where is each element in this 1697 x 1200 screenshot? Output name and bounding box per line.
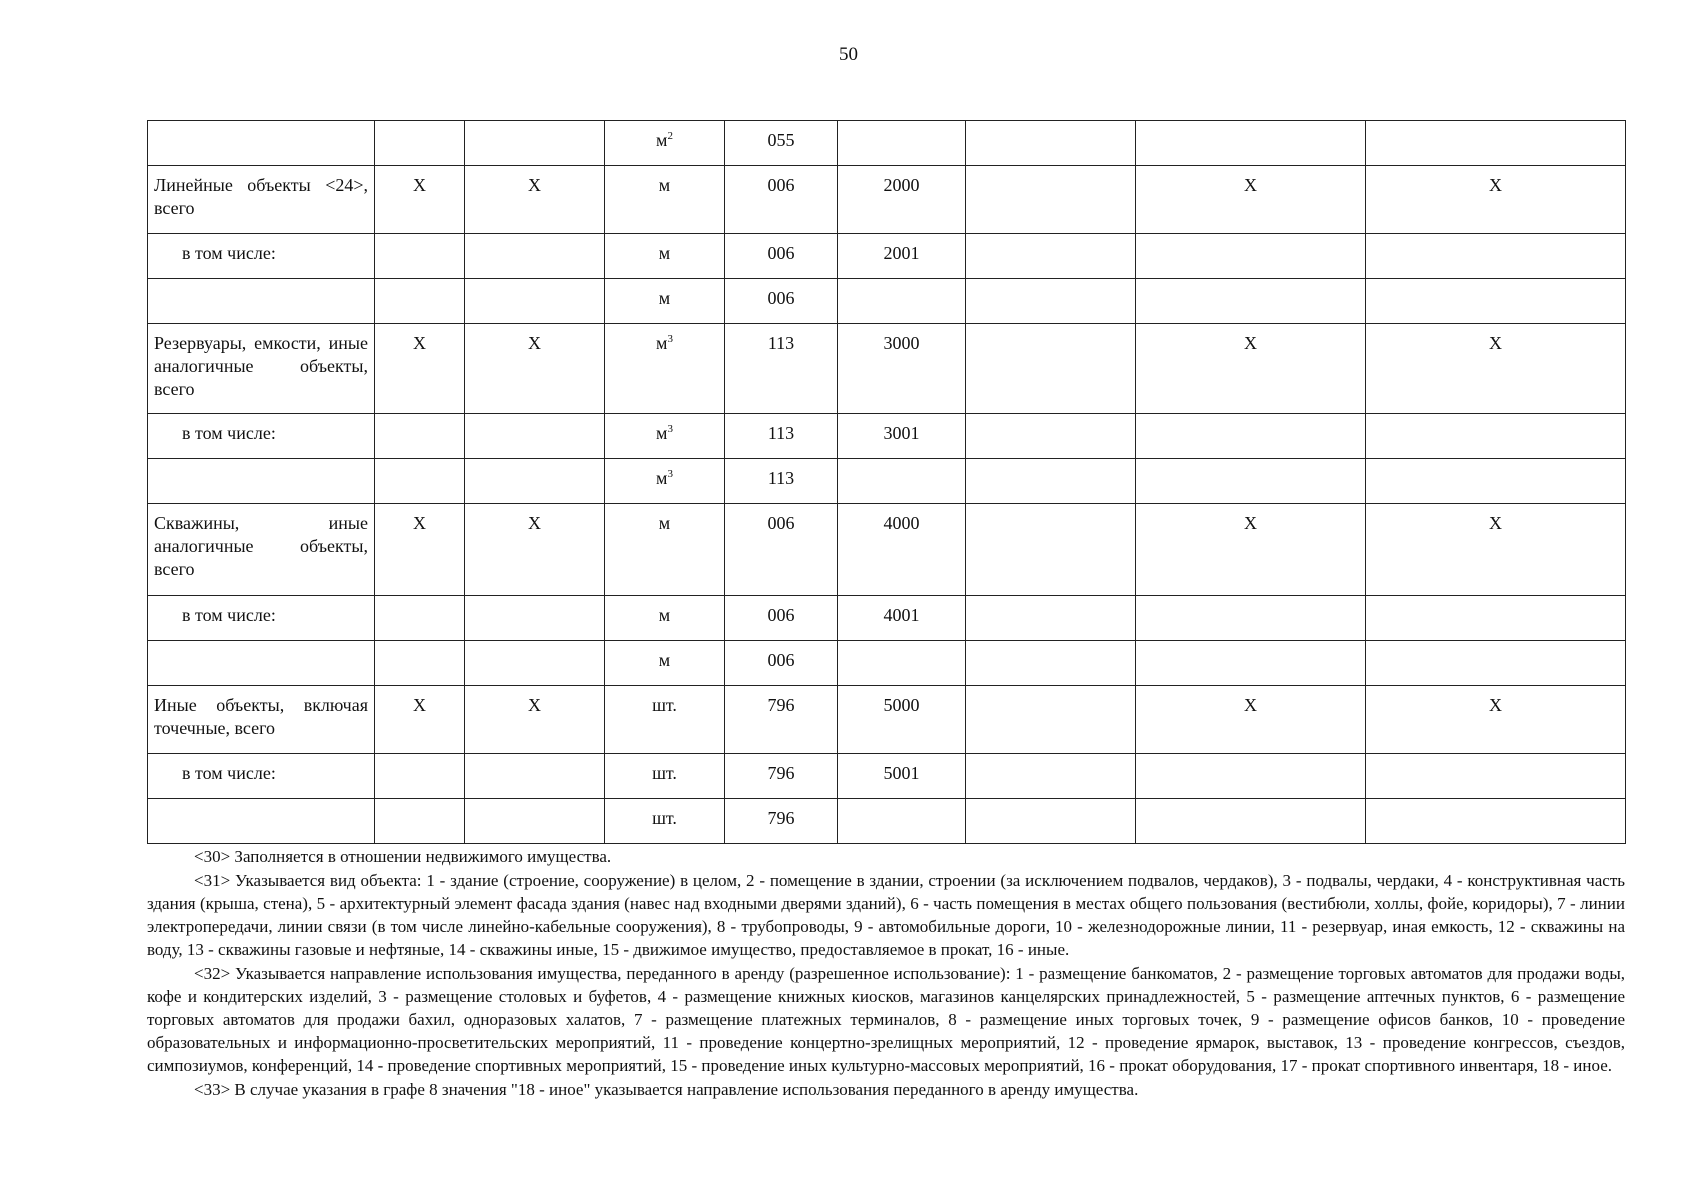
page-number: 50 [839,44,858,65]
area-cell [966,166,1136,234]
address-cell [465,596,605,641]
okei-code-cell [725,799,838,844]
object-name-cell [148,279,375,324]
usage-direction-cell [1366,414,1626,459]
okei-code-cell [725,686,838,754]
usage-direction-cell [1366,686,1626,754]
address-cell [465,459,605,504]
object-name-cell [148,414,375,459]
address-cell [465,324,605,414]
table-row [148,234,1626,279]
property-table [147,120,1626,844]
address-cell [465,166,605,234]
object-name-cell [148,459,375,504]
okei-code-cell-text: 113 [767,333,795,353]
unit-exponent: 3 [667,423,673,435]
unit-cell-text: м [658,513,671,533]
line-code-cell-text: 4001 [883,605,920,625]
usage-direction-cell-text: X [1489,513,1502,533]
object-name-cell [148,234,375,279]
object-name-cell [148,121,375,166]
usage-cell [1136,459,1366,504]
okei-code-cell [725,596,838,641]
object-name-cell [148,504,375,596]
usage-direction-cell [1366,121,1626,166]
line-code-cell [838,596,966,641]
unit-cell [605,596,725,641]
unit-cell-text: шт. [652,763,677,783]
table-row [148,754,1626,799]
usage-direction-cell [1366,324,1626,414]
usage-direction-cell [1366,596,1626,641]
unit-cell [605,686,725,754]
usage-cell [1136,504,1366,596]
object-name-cell [148,166,375,234]
usage-cell [1136,166,1366,234]
okei-code-cell [725,459,838,504]
area-cell [966,686,1136,754]
address-cell [465,754,605,799]
address-cell [465,414,605,459]
footnotes [147,845,1625,1102]
line-code-cell [838,279,966,324]
line-code-cell [838,324,966,414]
object-name-cell [148,596,375,641]
unit-cell [605,234,725,279]
object-type-cell [375,279,465,324]
line-code-cell [838,121,966,166]
line-code-cell [838,166,966,234]
usage-cell-text: X [1244,695,1257,715]
unit-cell-text: м [656,423,668,443]
usage-cell [1136,596,1366,641]
usage-cell [1136,414,1366,459]
okei-code-cell-text: 055 [767,130,795,150]
address-cell [465,279,605,324]
line-code-cell [838,686,966,754]
object-name-cell-text: Линейные объекты <24>, всего [154,175,368,218]
object-name-cell [148,754,375,799]
object-name-cell [148,324,375,414]
object-type-cell [375,799,465,844]
line-code-cell-text: 5000 [883,695,920,715]
area-cell [966,234,1136,279]
object-type-cell [375,121,465,166]
table-row [148,324,1626,414]
unit-cell [605,324,725,414]
line-code-cell-text: 2001 [883,243,920,263]
table-row [148,279,1626,324]
unit-cell-text: м [658,175,671,195]
okei-code-cell-text: 006 [767,288,795,308]
okei-code-cell-text: 796 [767,808,795,828]
line-code-cell-text: 3000 [883,333,920,353]
address-cell-text: X [528,695,541,715]
area-cell [966,799,1136,844]
line-code-cell [838,641,966,686]
object-type-cell [375,459,465,504]
address-cell-text: X [528,513,541,533]
usage-direction-cell-text: X [1489,175,1502,195]
area-cell [966,596,1136,641]
object-type-cell [375,414,465,459]
usage-direction-cell [1366,799,1626,844]
object-name-cell-text: Скважины, иные аналогичные объекты, всего [154,513,368,579]
usage-cell-text: X [1244,175,1257,195]
object-name-cell-text: в том числе: [182,605,276,625]
area-cell [966,504,1136,596]
area-cell [966,121,1136,166]
unit-cell [605,279,725,324]
usage-direction-cell [1366,754,1626,799]
object-type-cell-text: X [413,513,426,533]
address-cell [465,234,605,279]
area-cell [966,641,1136,686]
unit-cell-text: м [658,605,671,625]
okei-code-cell [725,754,838,799]
unit-exponent: 3 [667,333,673,345]
footnote: <32> Указывается направление использования имущества, переданного в аренду (разрешенное использование): 1 - размещение банкоматов, 2 - размещение торговых автоматов для продажи воды, кофе и кондитерских изделий, 3 - размещение столовых и буфетов, 4 - размещение книжных киосков, магазинов канцелярских принадлежностей, 5 - размещение аптечных пунктов, 6 - размещение торговых автоматов для продажи бахил, одноразовых халатов, 7 - размещение платежных терминалов, 8 - размещение иных торговых точек, 9 - размещение офисов банков, 10 - проведение образовательных и информационно-просветительских мероприятий, 11 - проведение концертно-зрелищных мероприятий, 12 - проведение ярмарок, выставок, 13 - проведение конгрессов, съездов, симпозиумов, конференций, 14 - проведение спортивных мероприятий, 15 - проведение иных культурно-массовых мероприятий, 16 - прокат оборудования, 17 - прокат спортивного инвентаря, 18 - иное. [147,964,1625,1075]
area-cell [966,279,1136,324]
unit-cell [605,459,725,504]
object-type-cell [375,324,465,414]
area-cell [966,754,1136,799]
object-name-cell-text: в том числе: [182,243,276,263]
usage-direction-cell-text: X [1489,333,1502,353]
address-cell [465,686,605,754]
unit-cell-text: м [658,650,671,670]
usage-cell [1136,686,1366,754]
okei-code-cell-text: 006 [767,605,795,625]
unit-exponent: 3 [667,468,673,480]
okei-code-cell [725,279,838,324]
unit-cell-text: шт. [652,808,677,828]
usage-direction-cell-text: X [1489,695,1502,715]
usage-cell [1136,324,1366,414]
okei-code-cell-text: 006 [767,513,795,533]
footnote: <31> Указывается вид объекта: 1 - здание (строение, сооружение) в целом, 2 - помещение в здании, строении (за исключением подвалов, чердаков), 3 - подвалы, чердаки, 4 - конструктивная часть здания (крыша, стена), 5 - архитектурный элемент фасада здания (навес над входными дверями зданий), 6 - часть помещения в местах общего пользования (вестибюли, холлы, фойе, коридоры), 7 - линии электропередачи, линии связи (в том числе линейно-кабельные сооружения), 8 - трубопроводы, 9 - автомобильные дороги, 10 - железнодорожные линии, 11 - резервуар, иная емкость, 12 - скважины на воду, 13 - скважины газовые и нефтяные, 14 - скважины иные, 15 - движимое имущество, предоставляемое в прокат, 16 - иные. [147,871,1625,959]
table-row [148,641,1626,686]
line-code-cell [838,754,966,799]
object-type-cell-text: X [413,175,426,195]
unit-cell [605,754,725,799]
address-cell [465,504,605,596]
table-row [148,504,1626,596]
usage-direction-cell [1366,234,1626,279]
unit-cell-text: шт. [652,695,677,715]
object-name-cell [148,641,375,686]
unit-exponent: 2 [667,130,673,142]
address-cell-text: X [528,333,541,353]
table-row [148,799,1626,844]
object-type-cell [375,504,465,596]
okei-code-cell [725,166,838,234]
table-row [148,459,1626,504]
object-name-cell-text: Резервуары, емкости, иные аналогичные объекты, всего [154,333,368,399]
object-name-cell-text: в том числе: [182,423,276,443]
object-name-cell-text: в том числе: [182,763,276,783]
usage-cell [1136,799,1366,844]
unit-cell-text: м [656,130,668,150]
line-code-cell-text: 5001 [883,763,920,783]
object-type-cell [375,596,465,641]
unit-cell [605,121,725,166]
okei-code-cell [725,121,838,166]
unit-cell [605,799,725,844]
footnote: <30> Заполняется в отношении недвижимого имущества. [194,847,612,866]
unit-cell-text: м [656,333,668,353]
object-type-cell [375,641,465,686]
object-name-cell-text: Иные объекты, включая точечные, всего [154,695,368,738]
usage-cell [1136,641,1366,686]
object-type-cell [375,166,465,234]
object-name-cell [148,686,375,754]
line-code-cell [838,799,966,844]
object-type-cell-text: X [413,695,426,715]
okei-code-cell-text: 006 [767,650,795,670]
address-cell [465,121,605,166]
okei-code-cell [725,414,838,459]
area-cell [966,324,1136,414]
line-code-cell [838,459,966,504]
address-cell-text: X [528,175,541,195]
usage-cell [1136,279,1366,324]
footnote: <33> В случае указания в графе 8 значения "18 - иное" указывается направление использования переданного в аренду имущества. [194,1080,1139,1099]
unit-cell-text: м [658,288,671,308]
table-row [148,414,1626,459]
usage-direction-cell [1366,641,1626,686]
object-type-cell [375,234,465,279]
usage-direction-cell [1366,279,1626,324]
address-cell [465,799,605,844]
table-row [148,166,1626,234]
okei-code-cell [725,641,838,686]
usage-direction-cell [1366,504,1626,596]
unit-cell-text: м [658,243,671,263]
line-code-cell [838,234,966,279]
okei-code-cell-text: 796 [767,695,795,715]
okei-code-cell-text: 006 [767,243,795,263]
unit-cell [605,504,725,596]
okei-code-cell-text: 796 [767,763,795,783]
usage-cell [1136,234,1366,279]
object-name-cell [148,799,375,844]
unit-cell [605,641,725,686]
unit-cell [605,166,725,234]
usage-direction-cell [1366,459,1626,504]
object-type-cell [375,686,465,754]
address-cell [465,641,605,686]
line-code-cell-text: 2000 [883,175,920,195]
line-code-cell-text: 3001 [883,423,920,443]
line-code-cell [838,504,966,596]
okei-code-cell [725,324,838,414]
object-type-cell-text: X [413,333,426,353]
line-code-cell [838,414,966,459]
okei-code-cell-text: 113 [767,468,795,488]
area-cell [966,459,1136,504]
usage-cell [1136,754,1366,799]
line-code-cell-text: 4000 [883,513,920,533]
usage-cell-text: X [1244,513,1257,533]
object-type-cell [375,754,465,799]
okei-code-cell [725,234,838,279]
okei-code-cell-text: 006 [767,175,795,195]
usage-direction-cell [1366,166,1626,234]
table-row [148,121,1626,166]
table-row [148,686,1626,754]
usage-cell-text: X [1244,333,1257,353]
okei-code-cell [725,504,838,596]
area-cell [966,414,1136,459]
unit-cell [605,414,725,459]
table-row [148,596,1626,641]
unit-cell-text: м [656,468,668,488]
okei-code-cell-text: 113 [767,423,795,443]
usage-cell [1136,121,1366,166]
